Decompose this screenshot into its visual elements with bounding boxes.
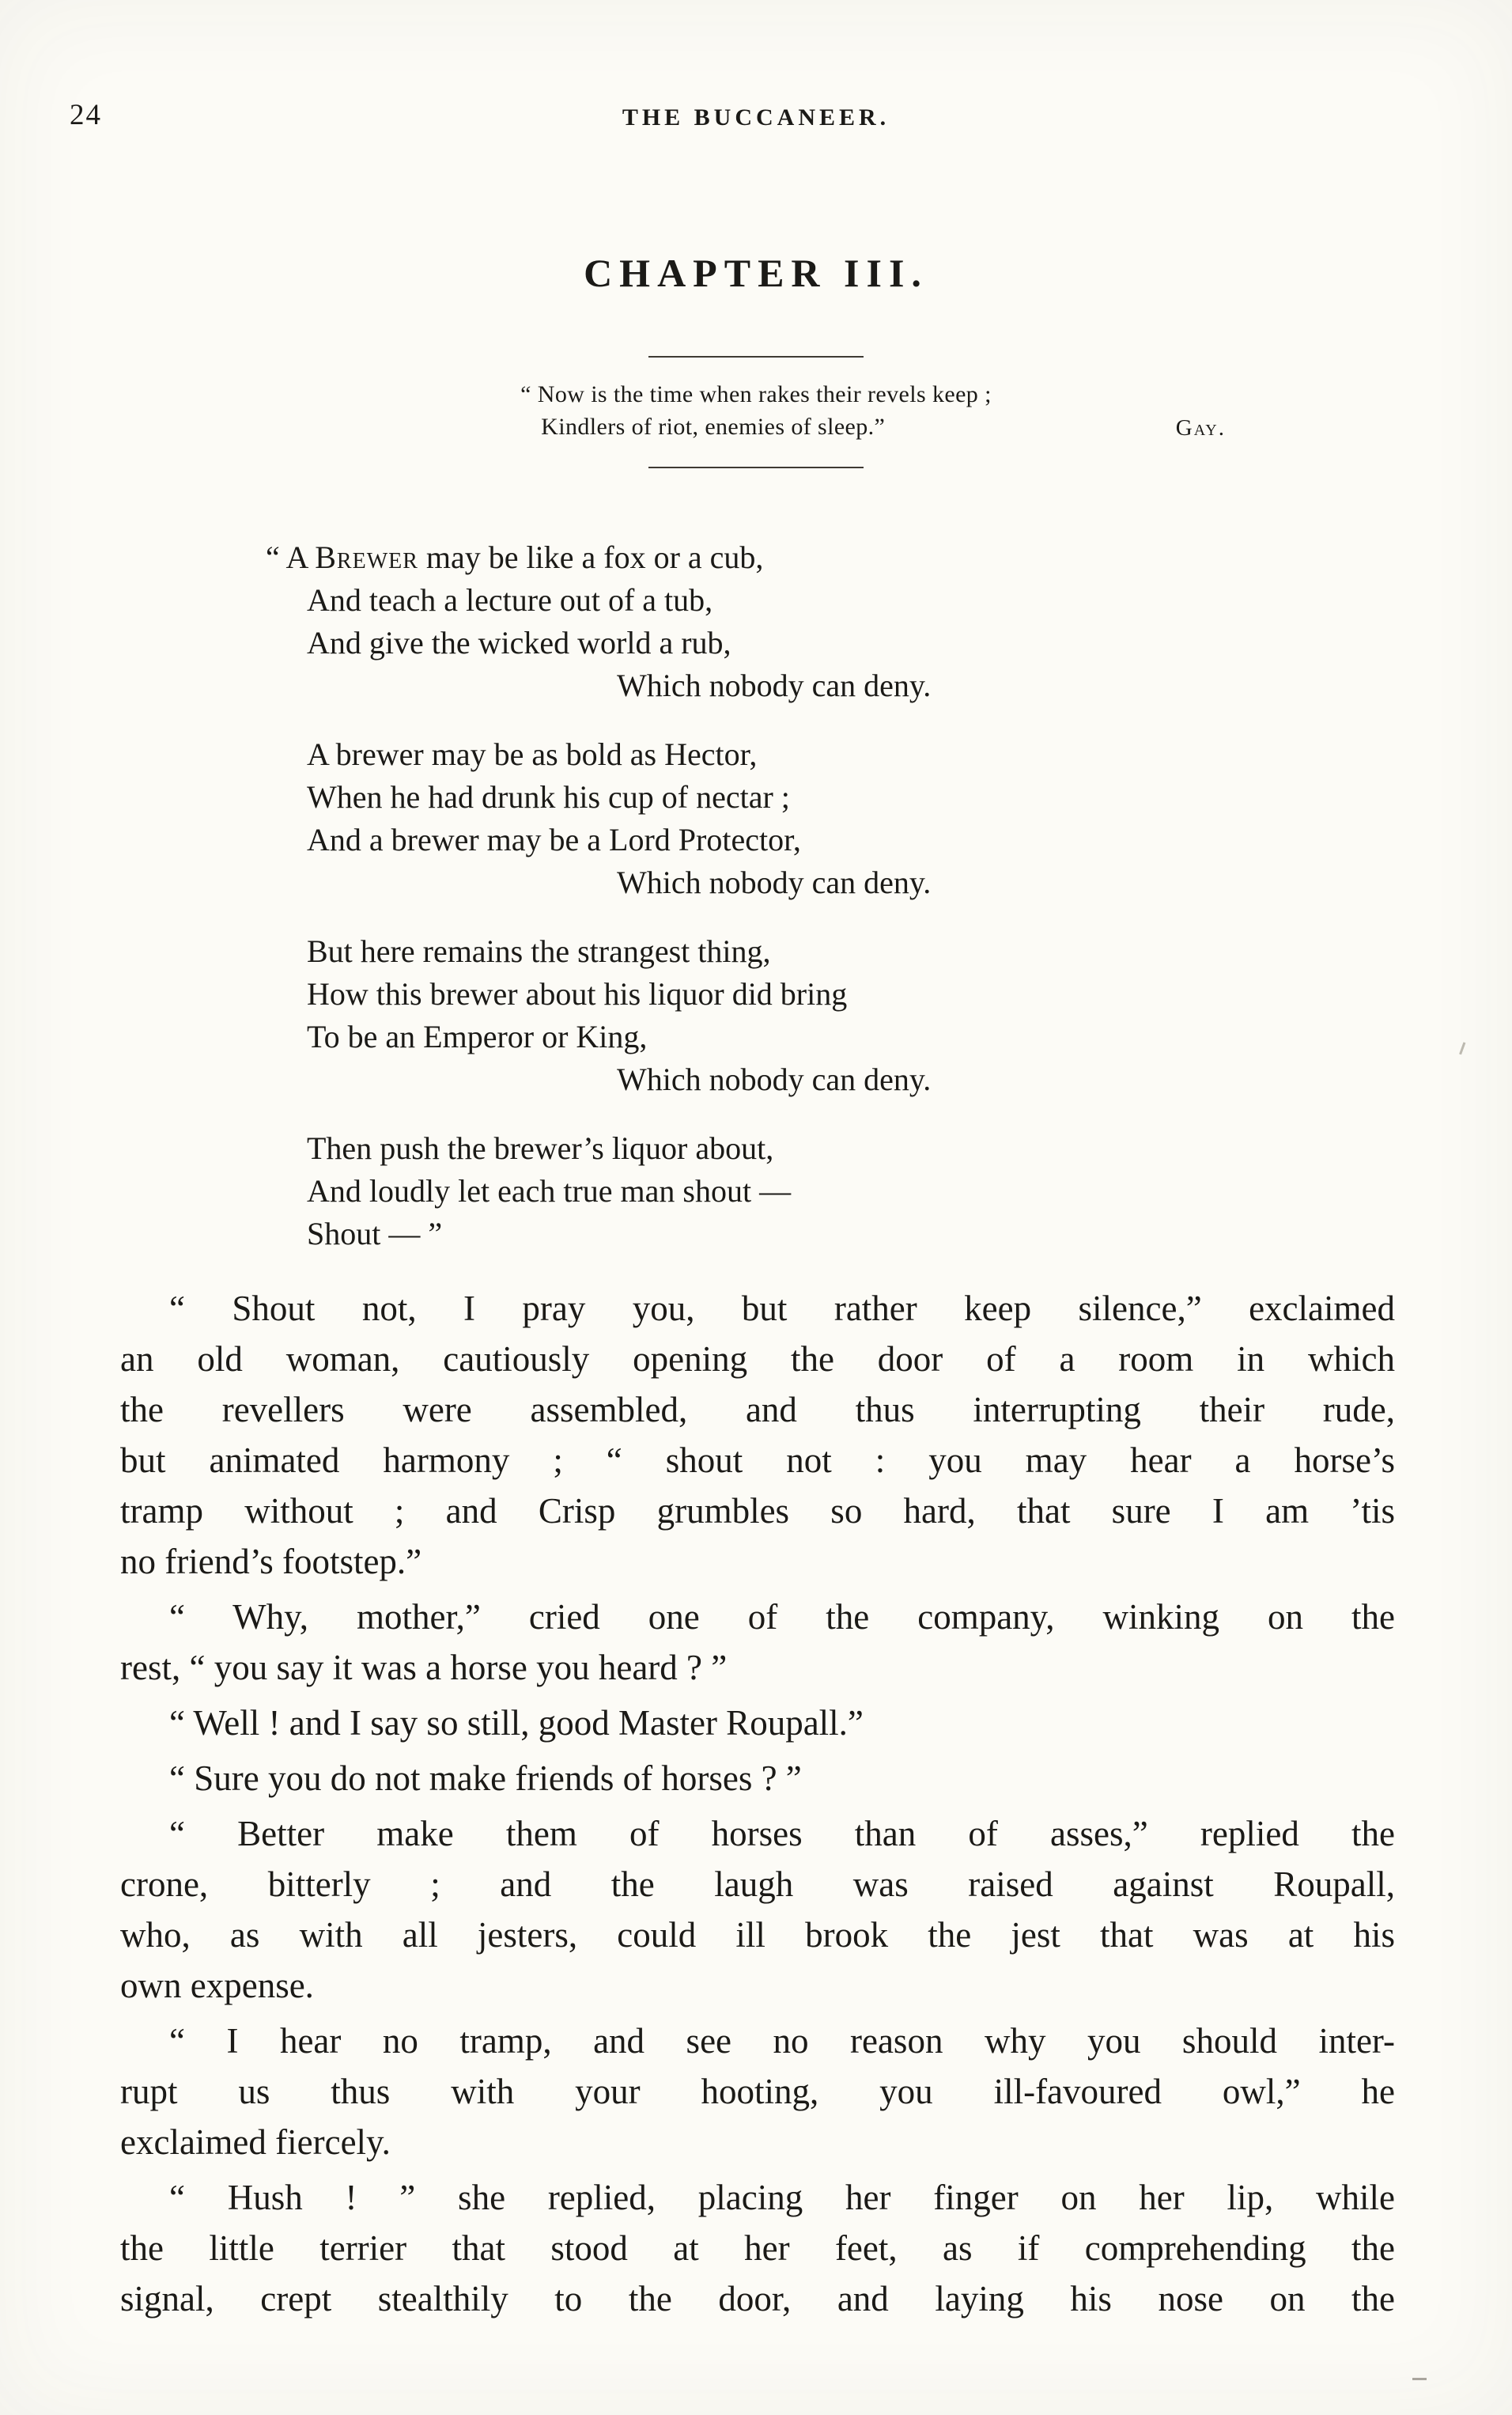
epigraph-line: Kindlers of riot, enemies of sleep.” — [541, 414, 886, 440]
poem-line — [266, 536, 931, 579]
text-line: “ Why, mother,” cried one of the company, winking on the — [169, 1597, 1395, 1637]
text-line: “ Better make them of horses than of asses,” replied the — [169, 1814, 1395, 1853]
text-line: who, as with all jesters, could ill brook the jest that was at his — [120, 1915, 1395, 1955]
text-line: the little terrier that stood at her feet, as if comprehending the — [120, 2228, 1395, 2268]
poem-refrain: Which nobody can deny. — [617, 865, 932, 900]
text-line: signal, crept stealthily to the door, and laying his nose on the — [120, 2279, 1395, 2318]
text-line: the revellers were assembled, and thus interrupting their rude, — [120, 1390, 1395, 1429]
text-line: rest, “ you say it was a horse you heard ? ” — [120, 1648, 728, 1687]
poem-line: But here remains the strangest thing, — [307, 933, 771, 969]
poem — [266, 536, 932, 1281]
text-line: “ Sure you do not make friends of horses ? ” — [169, 1758, 802, 1798]
text-line: tramp without ; and Crisp grumbles so hard, that sure I am ’tis — [120, 1491, 1395, 1531]
scan-artifact-mark — [1453, 1040, 1466, 1055]
paragraph — [120, 2172, 1395, 2324]
text-line: own expense. — [120, 1966, 314, 2005]
text-line: but animated harmony ; “ shout not : you may hear a horse’s — [120, 1440, 1395, 1480]
epigraph-line: “ Now is the time when rakes their revels keep ; — [520, 381, 992, 407]
scan-artifact-dash — [1412, 2378, 1427, 2380]
poem-stanza — [307, 733, 931, 904]
poem-opening-pre: “ A — [266, 539, 316, 575]
text-line: no friend’s footstep.” — [120, 1542, 422, 1581]
poem-line: A brewer may be as bold as Hector, — [307, 736, 758, 772]
poem-line: And loudly let each true man shout — — [307, 1173, 792, 1209]
poem-line: How this brewer about his liquor did bring — [307, 976, 848, 1012]
poem-line: And give the wicked world a rub, — [307, 625, 731, 661]
poem-refrain: Which nobody can deny. — [617, 1062, 932, 1097]
divider-rule-top — [648, 356, 864, 358]
poem-refrain: Which nobody can deny. — [617, 668, 932, 703]
poem-line: And a brewer may be a Lord Protector, — [307, 822, 801, 857]
text-line: “ Hush ! ” she replied, placing her finger on her lip, while — [169, 2178, 1395, 2217]
paragraph — [120, 1592, 1395, 1693]
text-line: an old woman, cautiously opening the door of a room in which — [120, 1339, 1395, 1379]
text-line: “ Shout not, I pray you, but rather keep silence,” exclaimed — [169, 1289, 1395, 1328]
poem-line: Then push the brewer’s liquor about, — [307, 1130, 774, 1166]
paragraph — [120, 1808, 1395, 2011]
paragraph — [120, 2016, 1395, 2167]
epigraph-attribution: Gay. — [1175, 415, 1226, 441]
text-line: “ Well ! and I say so still, good Master Roupall.” — [169, 1703, 864, 1743]
chapter-heading: CHAPTER III. — [584, 251, 928, 295]
poem-opening-post: may be like a fox or a cub, — [418, 539, 764, 575]
poem-line: And teach a lecture out of a tub, — [307, 582, 713, 618]
poem-line: To be an Emperor or King, — [307, 1019, 648, 1054]
epigraph-body — [0, 378, 1512, 443]
poem-stanza — [307, 1127, 931, 1255]
poem-line: When he had drunk his cup of nectar ; — [307, 779, 790, 815]
body-text — [120, 1283, 1395, 2329]
poem-opening-smallcaps: Brewer — [315, 539, 418, 575]
page-number: 24 — [70, 99, 102, 131]
poem-stanza — [266, 536, 932, 707]
text-line: exclaimed fiercely. — [120, 2122, 391, 2162]
divider-rule-bottom — [648, 467, 864, 468]
epigraph-lines — [520, 378, 992, 443]
paragraph — [120, 1698, 1395, 1748]
text-line: crone, bitterly ; and the laugh was raised against Roupall, — [120, 1864, 1395, 1904]
epigraph — [0, 356, 1512, 468]
text-line: “ I hear no tramp, and see no reason why you should inter- — [169, 2021, 1395, 2061]
running-title: THE BUCCANEER. — [622, 104, 890, 131]
paragraph — [120, 1283, 1395, 1587]
paragraph — [120, 1753, 1395, 1804]
poem-line: Shout — ” — [307, 1216, 443, 1251]
text-line: rupt us thus with your hooting, you ill-favoured owl,” he — [120, 2072, 1395, 2111]
poem-stanza — [307, 930, 931, 1101]
